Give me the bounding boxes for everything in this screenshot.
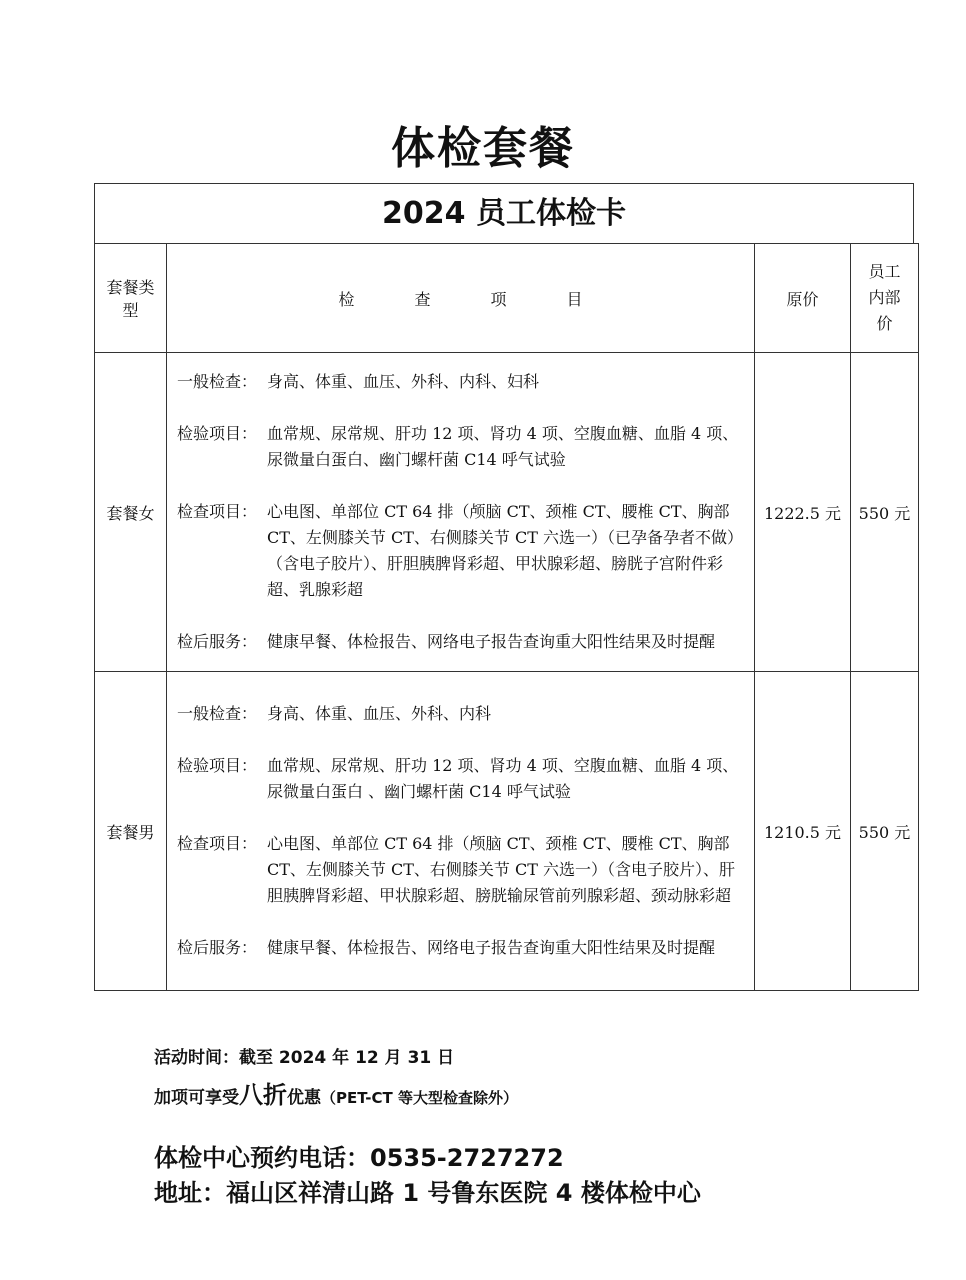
discount-big: 八折 (239, 1081, 287, 1109)
table-header-row (95, 244, 919, 353)
discount-note (154, 1075, 518, 1110)
item-section (177, 753, 748, 805)
item-section (177, 831, 748, 909)
header-items (167, 244, 755, 353)
original-price: 1210.5 元 (755, 672, 851, 991)
section-label: 检验项目： (177, 424, 258, 443)
header-staff-price-label: 员工内部价 (868, 262, 901, 333)
section-text: 心电图、单部位 CT 64 排（颅脑 CT、颈椎 CT、腰椎 CT、胸部 CT、左侧膝关节 CT、右侧膝关节 CT 六选一）（已孕备孕者不做）（含电子胶片）、肝胆胰脾肾彩超、甲状腺彩超、膀胱子宫附件彩超、乳腺彩超 (267, 502, 744, 599)
section-label: 检验项目： (177, 756, 258, 775)
section-label: 检后服务： (177, 938, 258, 957)
section-text: 血常规、尿常规、肝功 12 项、肾功 4 项、空腹血糖、血脂 4 项、尿微量白蛋白、幽门螺杆菌 C14 呼气试验 (267, 424, 739, 469)
original-price: 1222.5 元 (755, 353, 851, 672)
staff-price: 550 元 (851, 672, 919, 991)
address: 地址：福山区祥清山路 1 号鲁东医院 4 楼体检中心 (154, 1179, 701, 1207)
item-section (177, 701, 748, 727)
discount-prefix: 加项可享受 (154, 1088, 239, 1108)
card-title: 2024 员工体检卡 (94, 183, 914, 243)
section-label: 检查项目： (177, 834, 258, 853)
page-title: 体检套餐 (391, 123, 575, 174)
section-text: 血常规、尿常规、肝功 12 项、肾功 4 项、空腹血糖、血脂 4 项、尿微量白蛋白 、幽门螺杆菌 C14 呼气试验 (267, 756, 739, 801)
section-label: 一般检查： (177, 372, 258, 391)
item-section (177, 421, 748, 473)
section-text: 身高、体重、血压、外科、内科 (267, 704, 492, 723)
booking-phone: 体检中心预约电话：0535-2727272 (154, 1144, 564, 1172)
section-label: 检后服务： (177, 632, 258, 651)
header-items-char: 检 (338, 289, 355, 309)
package-type: 套餐女 (95, 353, 167, 672)
section-label: 一般检查： (177, 704, 258, 723)
header-items-char: 查 (414, 289, 431, 309)
package-table (94, 243, 919, 991)
discount-exclusion: （PET-CT 等大型检查除外） (321, 1089, 518, 1107)
section-text: 健康早餐、体检报告、网络电子报告查询重大阳性结果及时提醒 (267, 938, 716, 957)
header-items-char: 项 (490, 289, 507, 309)
package-items (167, 672, 755, 991)
section-text: 身高、体重、血压、外科、内科、妇科 (267, 372, 540, 391)
item-section (177, 935, 748, 961)
section-text: 心电图、单部位 CT 64 排（颅脑 CT、颈椎 CT、腰椎 CT、胸部 CT、左侧膝关节 CT、右侧膝关节 CT 六选一）（含电子胶片）、肝胆胰脾肾彩超、甲状腺彩超、膀胱输尿管前列腺彩超、颈动脉彩超 (267, 834, 736, 905)
header-type (95, 244, 167, 353)
item-section (177, 629, 748, 655)
staff-price: 550 元 (851, 353, 919, 672)
table-row (95, 672, 919, 991)
header-staff-price (851, 244, 919, 353)
item-section (177, 499, 748, 603)
section-label: 检查项目： (177, 502, 258, 521)
package-items (167, 353, 755, 672)
table-row (95, 353, 919, 672)
package-type: 套餐男 (95, 672, 167, 991)
section-text: 健康早餐、体检报告、网络电子报告查询重大阳性结果及时提醒 (267, 632, 716, 651)
header-items-char: 目 (566, 289, 583, 309)
activity-time: 活动时间：截至 2024 年 12 月 31 日 (154, 1048, 455, 1068)
item-section (177, 369, 748, 395)
header-type-label: 套餐类型 (106, 278, 155, 320)
header-price: 原价 (755, 244, 851, 353)
discount-suffix: 优惠 (287, 1088, 321, 1108)
